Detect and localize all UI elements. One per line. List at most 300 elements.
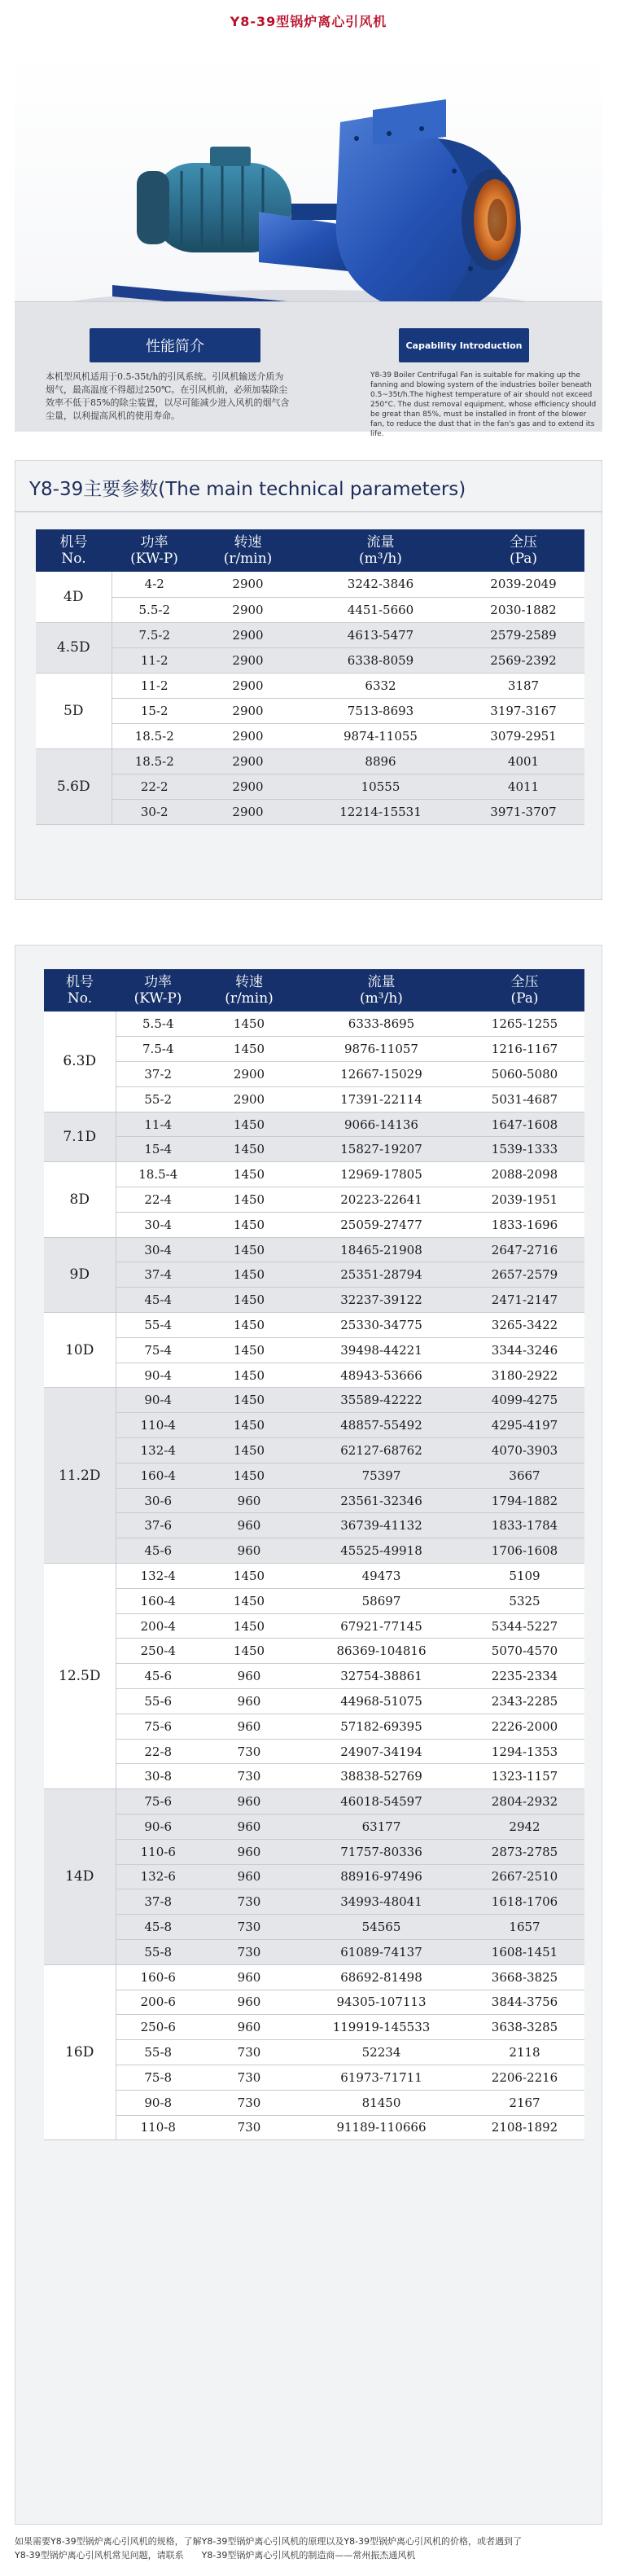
section-divider bbox=[15, 511, 602, 512]
table-row bbox=[44, 1262, 584, 1288]
speed-cell: 960 bbox=[200, 1789, 298, 1815]
speed-cell: 1450 bbox=[200, 1137, 298, 1162]
header-model: 机号 No. bbox=[44, 969, 116, 1012]
pressure-cell: 1833-1696 bbox=[465, 1212, 584, 1237]
speed-cell: 2900 bbox=[197, 597, 299, 622]
power-cell: 11-2 bbox=[112, 647, 197, 673]
table-row bbox=[44, 1237, 584, 1262]
power-cell: 11-2 bbox=[112, 673, 197, 698]
pressure-cell: 1216-1167 bbox=[465, 1037, 584, 1062]
table-row bbox=[44, 2090, 584, 2115]
flow-cell: 12667-15029 bbox=[298, 1062, 465, 1087]
table-row bbox=[44, 1538, 584, 1564]
table-row bbox=[36, 673, 584, 698]
power-cell: 45-6 bbox=[116, 1538, 200, 1564]
power-cell: 30-6 bbox=[116, 1488, 200, 1513]
flow-cell: 62127-68762 bbox=[298, 1438, 465, 1464]
speed-cell: 960 bbox=[200, 1538, 298, 1564]
model-cell: 16D bbox=[44, 1964, 116, 2140]
flow-cell: 88916-97496 bbox=[298, 1864, 465, 1889]
table-row bbox=[44, 1012, 584, 1037]
power-cell: 250-6 bbox=[116, 2015, 200, 2040]
table-row bbox=[44, 1438, 584, 1464]
pressure-cell: 1265-1255 bbox=[465, 1012, 584, 1037]
table-row bbox=[44, 1764, 584, 1789]
flow-cell: 12214-15531 bbox=[299, 799, 462, 824]
flow-cell: 6332 bbox=[299, 673, 462, 698]
speed-cell: 1450 bbox=[200, 1463, 298, 1488]
header-flow: 流量 (m³/h) bbox=[298, 969, 465, 1012]
flow-cell: 15827-19207 bbox=[298, 1137, 465, 1162]
speed-cell: 730 bbox=[200, 2115, 298, 2140]
speed-cell: 960 bbox=[200, 1964, 298, 1990]
table-row bbox=[36, 597, 584, 622]
power-cell: 132-4 bbox=[116, 1564, 200, 1589]
speed-cell: 1450 bbox=[200, 1112, 298, 1137]
table-2-body bbox=[44, 1012, 584, 2140]
flow-cell: 36739-41132 bbox=[298, 1513, 465, 1538]
speed-cell: 730 bbox=[200, 2040, 298, 2065]
power-cell: 30-2 bbox=[112, 799, 197, 824]
flow-cell: 34993-48041 bbox=[298, 1889, 465, 1915]
speed-cell: 1450 bbox=[200, 1564, 298, 1589]
table-row bbox=[36, 698, 584, 723]
speed-cell: 2900 bbox=[197, 748, 299, 774]
pressure-cell: 2569-2392 bbox=[462, 647, 584, 673]
pressure-cell: 2030-1882 bbox=[462, 597, 584, 622]
flow-cell: 48943-53666 bbox=[298, 1363, 465, 1388]
table-row bbox=[44, 1588, 584, 1613]
flow-cell: 44968-51075 bbox=[298, 1689, 465, 1714]
flow-cell: 9066-14136 bbox=[298, 1112, 465, 1137]
table-row bbox=[44, 2115, 584, 2140]
pressure-cell: 2039-1951 bbox=[465, 1187, 584, 1213]
speed-cell: 960 bbox=[200, 1513, 298, 1538]
table-row bbox=[44, 1187, 584, 1213]
table-row bbox=[36, 799, 584, 824]
footer-line-2: Y8-39型锅炉离心引风机常见问题，请联系 Y8-39型锅炉离心引风机的制造商——常州振杰通风机 bbox=[15, 2550, 416, 2561]
table-row bbox=[44, 1313, 584, 1338]
speed-cell: 1450 bbox=[200, 1237, 298, 1262]
speed-cell: 1450 bbox=[200, 1413, 298, 1438]
power-cell: 45-4 bbox=[116, 1288, 200, 1313]
pressure-cell: 2942 bbox=[465, 1815, 584, 1840]
pressure-cell: 2873-2785 bbox=[465, 1839, 584, 1864]
pressure-cell: 3667 bbox=[465, 1463, 584, 1488]
table-1-body bbox=[36, 572, 584, 824]
speed-cell: 1450 bbox=[200, 1438, 298, 1464]
header-power: 功率 (KW-P) bbox=[112, 529, 197, 572]
flow-cell: 32754-38861 bbox=[298, 1664, 465, 1689]
flow-cell: 20223-22641 bbox=[298, 1187, 465, 1213]
power-cell: 75-6 bbox=[116, 1789, 200, 1815]
pressure-cell: 1323-1157 bbox=[465, 1764, 584, 1789]
pressure-cell: 3638-3285 bbox=[465, 2015, 584, 2040]
table-row bbox=[44, 1062, 584, 1087]
pressure-cell: 2667-2510 bbox=[465, 1864, 584, 1889]
power-cell: 5.5-2 bbox=[112, 597, 197, 622]
power-cell: 132-4 bbox=[116, 1438, 200, 1464]
table-row bbox=[44, 2040, 584, 2065]
pressure-cell: 1618-1706 bbox=[465, 1889, 584, 1915]
speed-cell: 2900 bbox=[197, 698, 299, 723]
power-cell: 250-4 bbox=[116, 1639, 200, 1664]
power-cell: 55-2 bbox=[116, 1086, 200, 1112]
pressure-cell: 4099-4275 bbox=[465, 1388, 584, 1413]
intro-text-cn: 本机型风机适用于0.5-35t/h的引风系统。引风机输送介质为烟气，最高温度不得超过250℃。在引风机前，必须加装除尘效率不低于85%的除尘装置，以尽可能减少进入风机的烟气含尘量，以利提高风机的使用寿命。 bbox=[46, 371, 290, 421]
table-row bbox=[36, 572, 584, 597]
speed-cell: 1450 bbox=[200, 1288, 298, 1313]
speed-cell: 2900 bbox=[197, 774, 299, 799]
speed-cell: 960 bbox=[200, 1990, 298, 2015]
table-row bbox=[44, 1388, 584, 1413]
pressure-cell: 5060-5080 bbox=[465, 1062, 584, 1087]
speed-cell: 730 bbox=[200, 1915, 298, 1940]
flow-cell: 4613-5477 bbox=[299, 622, 462, 647]
speed-cell: 2900 bbox=[197, 647, 299, 673]
capability-heading-cn: 性能简介 bbox=[90, 328, 260, 362]
power-cell: 75-4 bbox=[116, 1337, 200, 1363]
flow-cell: 7513-8693 bbox=[299, 698, 462, 723]
flow-cell: 61089-74137 bbox=[298, 1939, 465, 1964]
power-cell: 160-6 bbox=[116, 1964, 200, 1990]
table-header-row bbox=[36, 529, 584, 572]
table-row bbox=[36, 723, 584, 748]
flow-cell: 4451-5660 bbox=[299, 597, 462, 622]
flow-cell: 71757-80336 bbox=[298, 1839, 465, 1864]
flow-cell: 10555 bbox=[299, 774, 462, 799]
speed-cell: 1450 bbox=[200, 1313, 298, 1338]
header-speed: 转速 (r/min) bbox=[200, 969, 298, 1012]
pressure-cell: 4070-3903 bbox=[465, 1438, 584, 1464]
pressure-cell: 3180-2922 bbox=[465, 1363, 584, 1388]
pressure-cell: 2657-2579 bbox=[465, 1262, 584, 1288]
speed-cell: 1450 bbox=[200, 1037, 298, 1062]
flow-cell: 57182-69395 bbox=[298, 1714, 465, 1739]
table-row bbox=[44, 1086, 584, 1112]
flow-cell: 75397 bbox=[298, 1463, 465, 1488]
power-cell: 110-8 bbox=[116, 2115, 200, 2140]
power-cell: 160-4 bbox=[116, 1588, 200, 1613]
table-row bbox=[44, 1337, 584, 1363]
pressure-cell: 1608-1451 bbox=[465, 1939, 584, 1964]
model-cell: 5.6D bbox=[36, 748, 112, 824]
model-cell: 10D bbox=[44, 1313, 116, 1388]
flow-cell: 6338-8059 bbox=[299, 647, 462, 673]
speed-cell: 960 bbox=[200, 2015, 298, 2040]
flow-cell: 3242-3846 bbox=[299, 572, 462, 597]
power-cell: 30-8 bbox=[116, 1764, 200, 1789]
speed-cell: 1450 bbox=[200, 1187, 298, 1213]
speed-cell: 1450 bbox=[200, 1262, 298, 1288]
intro-text-en: Y8-39 Boiler Centrifugal Fan is suitable for making up the fanning and blowing system of the industries boiler beneath 0.5~35t/h.The highest temperature of air should not exceed 250°C. The dust removal equipment, whose efficiency should be great than 85%, must be installed in front of the blower fan, to reduce the dust that in the fan's gas and to extend its life. bbox=[370, 371, 597, 438]
speed-cell: 1450 bbox=[200, 1639, 298, 1664]
flow-cell: 63177 bbox=[298, 1815, 465, 1840]
power-cell: 90-6 bbox=[116, 1815, 200, 1840]
speed-cell: 1450 bbox=[200, 1012, 298, 1037]
table-row bbox=[44, 1463, 584, 1488]
power-cell: 15-2 bbox=[112, 698, 197, 723]
power-cell: 18.5-2 bbox=[112, 748, 197, 774]
power-cell: 55-4 bbox=[116, 1313, 200, 1338]
power-cell: 90-4 bbox=[116, 1388, 200, 1413]
table-row bbox=[44, 1639, 584, 1664]
power-cell: 22-2 bbox=[112, 774, 197, 799]
speed-cell: 730 bbox=[200, 1739, 298, 1764]
flow-cell: 58697 bbox=[298, 1588, 465, 1613]
power-cell: 22-4 bbox=[116, 1187, 200, 1213]
table-row bbox=[36, 622, 584, 647]
table-row bbox=[44, 1889, 584, 1915]
table-header-row bbox=[44, 969, 584, 1012]
speed-cell: 960 bbox=[200, 1714, 298, 1739]
power-cell: 160-4 bbox=[116, 1463, 200, 1488]
speed-cell: 730 bbox=[200, 2065, 298, 2090]
pressure-cell: 3971-3707 bbox=[462, 799, 584, 824]
power-cell: 30-4 bbox=[116, 1212, 200, 1237]
table-row bbox=[44, 1789, 584, 1815]
pressure-cell: 2108-1892 bbox=[465, 2115, 584, 2140]
flow-cell: 18465-21908 bbox=[298, 1237, 465, 1262]
power-cell: 5.5-4 bbox=[116, 1012, 200, 1037]
pressure-cell: 2226-2000 bbox=[465, 1714, 584, 1739]
pressure-cell: 1706-1608 bbox=[465, 1538, 584, 1564]
power-cell: 37-2 bbox=[116, 1062, 200, 1087]
pressure-cell: 5109 bbox=[465, 1564, 584, 1589]
speed-cell: 1450 bbox=[200, 1337, 298, 1363]
pressure-cell: 3344-3246 bbox=[465, 1337, 584, 1363]
power-cell: 75-6 bbox=[116, 1714, 200, 1739]
pressure-cell: 3668-3825 bbox=[465, 1964, 584, 1990]
power-cell: 55-6 bbox=[116, 1689, 200, 1714]
parameters-table-1 bbox=[36, 529, 584, 825]
table-row bbox=[44, 1137, 584, 1162]
pressure-cell: 1647-1608 bbox=[465, 1112, 584, 1137]
table-row bbox=[44, 1288, 584, 1313]
flow-cell: 25351-28794 bbox=[298, 1262, 465, 1288]
flow-cell: 12969-17805 bbox=[298, 1162, 465, 1187]
flow-cell: 9874-11055 bbox=[299, 723, 462, 748]
power-cell: 110-6 bbox=[116, 1839, 200, 1864]
speed-cell: 2900 bbox=[197, 622, 299, 647]
speed-cell: 2900 bbox=[197, 572, 299, 597]
power-cell: 45-6 bbox=[116, 1664, 200, 1689]
power-cell: 200-4 bbox=[116, 1613, 200, 1639]
model-cell: 6.3D bbox=[44, 1012, 116, 1112]
flow-cell: 8896 bbox=[299, 748, 462, 774]
model-cell: 8D bbox=[44, 1162, 116, 1237]
model-cell: 12.5D bbox=[44, 1564, 116, 1789]
footer-line-1: 如果需要Y8-39型锅炉离心引风机的规格，了解Y8-39型锅炉离心引风机的原理以及Y8-39型锅炉离心引风机的价格，或者遇到了 bbox=[15, 2536, 523, 2547]
flow-cell: 9876-11057 bbox=[298, 1037, 465, 1062]
pressure-cell: 2804-2932 bbox=[465, 1789, 584, 1815]
table-row bbox=[44, 1037, 584, 1062]
flow-cell: 86369-104816 bbox=[298, 1639, 465, 1664]
pressure-cell: 3079-2951 bbox=[462, 723, 584, 748]
table-row bbox=[44, 1815, 584, 1840]
flow-cell: 24907-34194 bbox=[298, 1739, 465, 1764]
table-row bbox=[44, 1964, 584, 1990]
speed-cell: 2900 bbox=[197, 673, 299, 698]
flow-cell: 52234 bbox=[298, 2040, 465, 2065]
pressure-cell: 2471-2147 bbox=[465, 1288, 584, 1313]
flow-cell: 49473 bbox=[298, 1564, 465, 1589]
flow-cell: 91189-110666 bbox=[298, 2115, 465, 2140]
table-row bbox=[36, 748, 584, 774]
power-cell: 18.5-4 bbox=[116, 1162, 200, 1187]
table-row bbox=[44, 1363, 584, 1388]
flow-cell: 54565 bbox=[298, 1915, 465, 1940]
table-row bbox=[44, 2065, 584, 2090]
speed-cell: 960 bbox=[200, 1815, 298, 1840]
table-row bbox=[44, 1864, 584, 1889]
pressure-cell: 2343-2285 bbox=[465, 1689, 584, 1714]
flow-cell: 25330-34775 bbox=[298, 1313, 465, 1338]
power-cell: 90-8 bbox=[116, 2090, 200, 2115]
power-cell: 55-8 bbox=[116, 2040, 200, 2065]
speed-cell: 960 bbox=[200, 1488, 298, 1513]
pressure-cell: 2206-2216 bbox=[465, 2065, 584, 2090]
model-cell: 9D bbox=[44, 1237, 116, 1312]
speed-cell: 960 bbox=[200, 1664, 298, 1689]
flow-cell: 119919-145533 bbox=[298, 2015, 465, 2040]
flow-cell: 81450 bbox=[298, 2090, 465, 2115]
header-flow: 流量 (m³/h) bbox=[299, 529, 462, 572]
pressure-cell: 2118 bbox=[465, 2040, 584, 2065]
pressure-cell: 2039-2049 bbox=[462, 572, 584, 597]
flow-cell: 25059-27477 bbox=[298, 1212, 465, 1237]
table-row bbox=[44, 1162, 584, 1187]
header-power: 功率 (KW-P) bbox=[116, 969, 200, 1012]
speed-cell: 1450 bbox=[200, 1388, 298, 1413]
table-row bbox=[44, 1990, 584, 2015]
pressure-cell: 1833-1784 bbox=[465, 1513, 584, 1538]
flow-cell: 46018-54597 bbox=[298, 1789, 465, 1815]
power-cell: 75-8 bbox=[116, 2065, 200, 2090]
flow-cell: 45525-49918 bbox=[298, 1538, 465, 1564]
flow-cell: 23561-32346 bbox=[298, 1488, 465, 1513]
model-cell: 14D bbox=[44, 1789, 116, 1965]
header-pressure: 全压 (Pa) bbox=[462, 529, 584, 572]
speed-cell: 730 bbox=[200, 1939, 298, 1964]
speed-cell: 1450 bbox=[200, 1588, 298, 1613]
speed-cell: 1450 bbox=[200, 1613, 298, 1639]
header-speed: 转速 (r/min) bbox=[197, 529, 299, 572]
power-cell: 30-4 bbox=[116, 1237, 200, 1262]
pressure-cell: 5325 bbox=[465, 1588, 584, 1613]
speed-cell: 730 bbox=[200, 2090, 298, 2115]
speed-cell: 960 bbox=[200, 1864, 298, 1889]
header-pressure: 全压 (Pa) bbox=[465, 969, 584, 1012]
speed-cell: 1450 bbox=[200, 1162, 298, 1187]
pressure-cell: 3844-3756 bbox=[465, 1990, 584, 2015]
speed-cell: 730 bbox=[200, 1764, 298, 1789]
power-cell: 22-8 bbox=[116, 1739, 200, 1764]
speed-cell: 2900 bbox=[200, 1062, 298, 1087]
speed-cell: 960 bbox=[200, 1839, 298, 1864]
power-cell: 90-4 bbox=[116, 1363, 200, 1388]
pressure-cell: 1539-1333 bbox=[465, 1137, 584, 1162]
table-row bbox=[44, 1839, 584, 1864]
flow-cell: 94305-107113 bbox=[298, 1990, 465, 2015]
flow-cell: 39498-44221 bbox=[298, 1337, 465, 1363]
speed-cell: 2900 bbox=[200, 1086, 298, 1112]
power-cell: 4-2 bbox=[112, 572, 197, 597]
table-row bbox=[44, 1689, 584, 1714]
table-row bbox=[36, 647, 584, 673]
speed-cell: 960 bbox=[200, 1689, 298, 1714]
speed-cell: 1450 bbox=[200, 1212, 298, 1237]
table-row bbox=[44, 1613, 584, 1639]
power-cell: 7.5-4 bbox=[116, 1037, 200, 1062]
pressure-cell: 4001 bbox=[462, 748, 584, 774]
table-row bbox=[44, 1564, 584, 1589]
pressure-cell: 3187 bbox=[462, 673, 584, 698]
pressure-cell: 5344-5227 bbox=[465, 1613, 584, 1639]
power-cell: 110-4 bbox=[116, 1413, 200, 1438]
table-row bbox=[44, 1664, 584, 1689]
power-cell: 55-8 bbox=[116, 1939, 200, 1964]
table-row bbox=[44, 1112, 584, 1137]
table-row bbox=[44, 1413, 584, 1438]
flow-cell: 32237-39122 bbox=[298, 1288, 465, 1313]
power-cell: 200-6 bbox=[116, 1990, 200, 2015]
table-row bbox=[44, 1739, 584, 1764]
footer-note bbox=[15, 2534, 602, 2562]
capability-heading-en: Capability Introduction bbox=[399, 328, 529, 362]
section-title: Y8-39主要参数(The main technical parameters) bbox=[29, 479, 466, 500]
pressure-cell: 2235-2334 bbox=[465, 1664, 584, 1689]
power-cell: 7.5-2 bbox=[112, 622, 197, 647]
power-cell: 11-4 bbox=[116, 1112, 200, 1137]
flow-cell: 61973-71711 bbox=[298, 2065, 465, 2090]
model-cell: 4D bbox=[36, 572, 112, 622]
pressure-cell: 3265-3422 bbox=[465, 1313, 584, 1338]
pressure-cell: 2088-2098 bbox=[465, 1162, 584, 1187]
table-row bbox=[36, 774, 584, 799]
speed-cell: 730 bbox=[200, 1889, 298, 1915]
parameters-table-2 bbox=[44, 969, 584, 2140]
flow-cell: 17391-22114 bbox=[298, 1086, 465, 1112]
power-cell: 132-6 bbox=[116, 1864, 200, 1889]
page-title: Y8-39型锅炉离心引风机 bbox=[230, 14, 387, 29]
flow-cell: 68692-81498 bbox=[298, 1964, 465, 1990]
power-cell: 15-4 bbox=[116, 1137, 200, 1162]
table-row bbox=[44, 1488, 584, 1513]
table-row bbox=[44, 1714, 584, 1739]
pressure-cell: 4295-4197 bbox=[465, 1413, 584, 1438]
speed-cell: 2900 bbox=[197, 799, 299, 824]
flow-cell: 6333-8695 bbox=[298, 1012, 465, 1037]
power-cell: 18.5-2 bbox=[112, 723, 197, 748]
power-cell: 37-6 bbox=[116, 1513, 200, 1538]
speed-cell: 2900 bbox=[197, 723, 299, 748]
pressure-cell: 1657 bbox=[465, 1915, 584, 1940]
model-cell: 4.5D bbox=[36, 622, 112, 673]
flow-cell: 48857-55492 bbox=[298, 1413, 465, 1438]
pressure-cell: 5031-4687 bbox=[465, 1086, 584, 1112]
pressure-cell: 2647-2716 bbox=[465, 1237, 584, 1262]
model-cell: 5D bbox=[36, 673, 112, 748]
speed-cell: 1450 bbox=[200, 1363, 298, 1388]
table-row bbox=[44, 1939, 584, 1964]
pressure-cell: 1794-1882 bbox=[465, 1488, 584, 1513]
pressure-cell: 5070-4570 bbox=[465, 1639, 584, 1664]
pressure-cell: 2579-2589 bbox=[462, 622, 584, 647]
power-cell: 37-8 bbox=[116, 1889, 200, 1915]
model-cell: 7.1D bbox=[44, 1112, 116, 1162]
power-cell: 45-8 bbox=[116, 1915, 200, 1940]
